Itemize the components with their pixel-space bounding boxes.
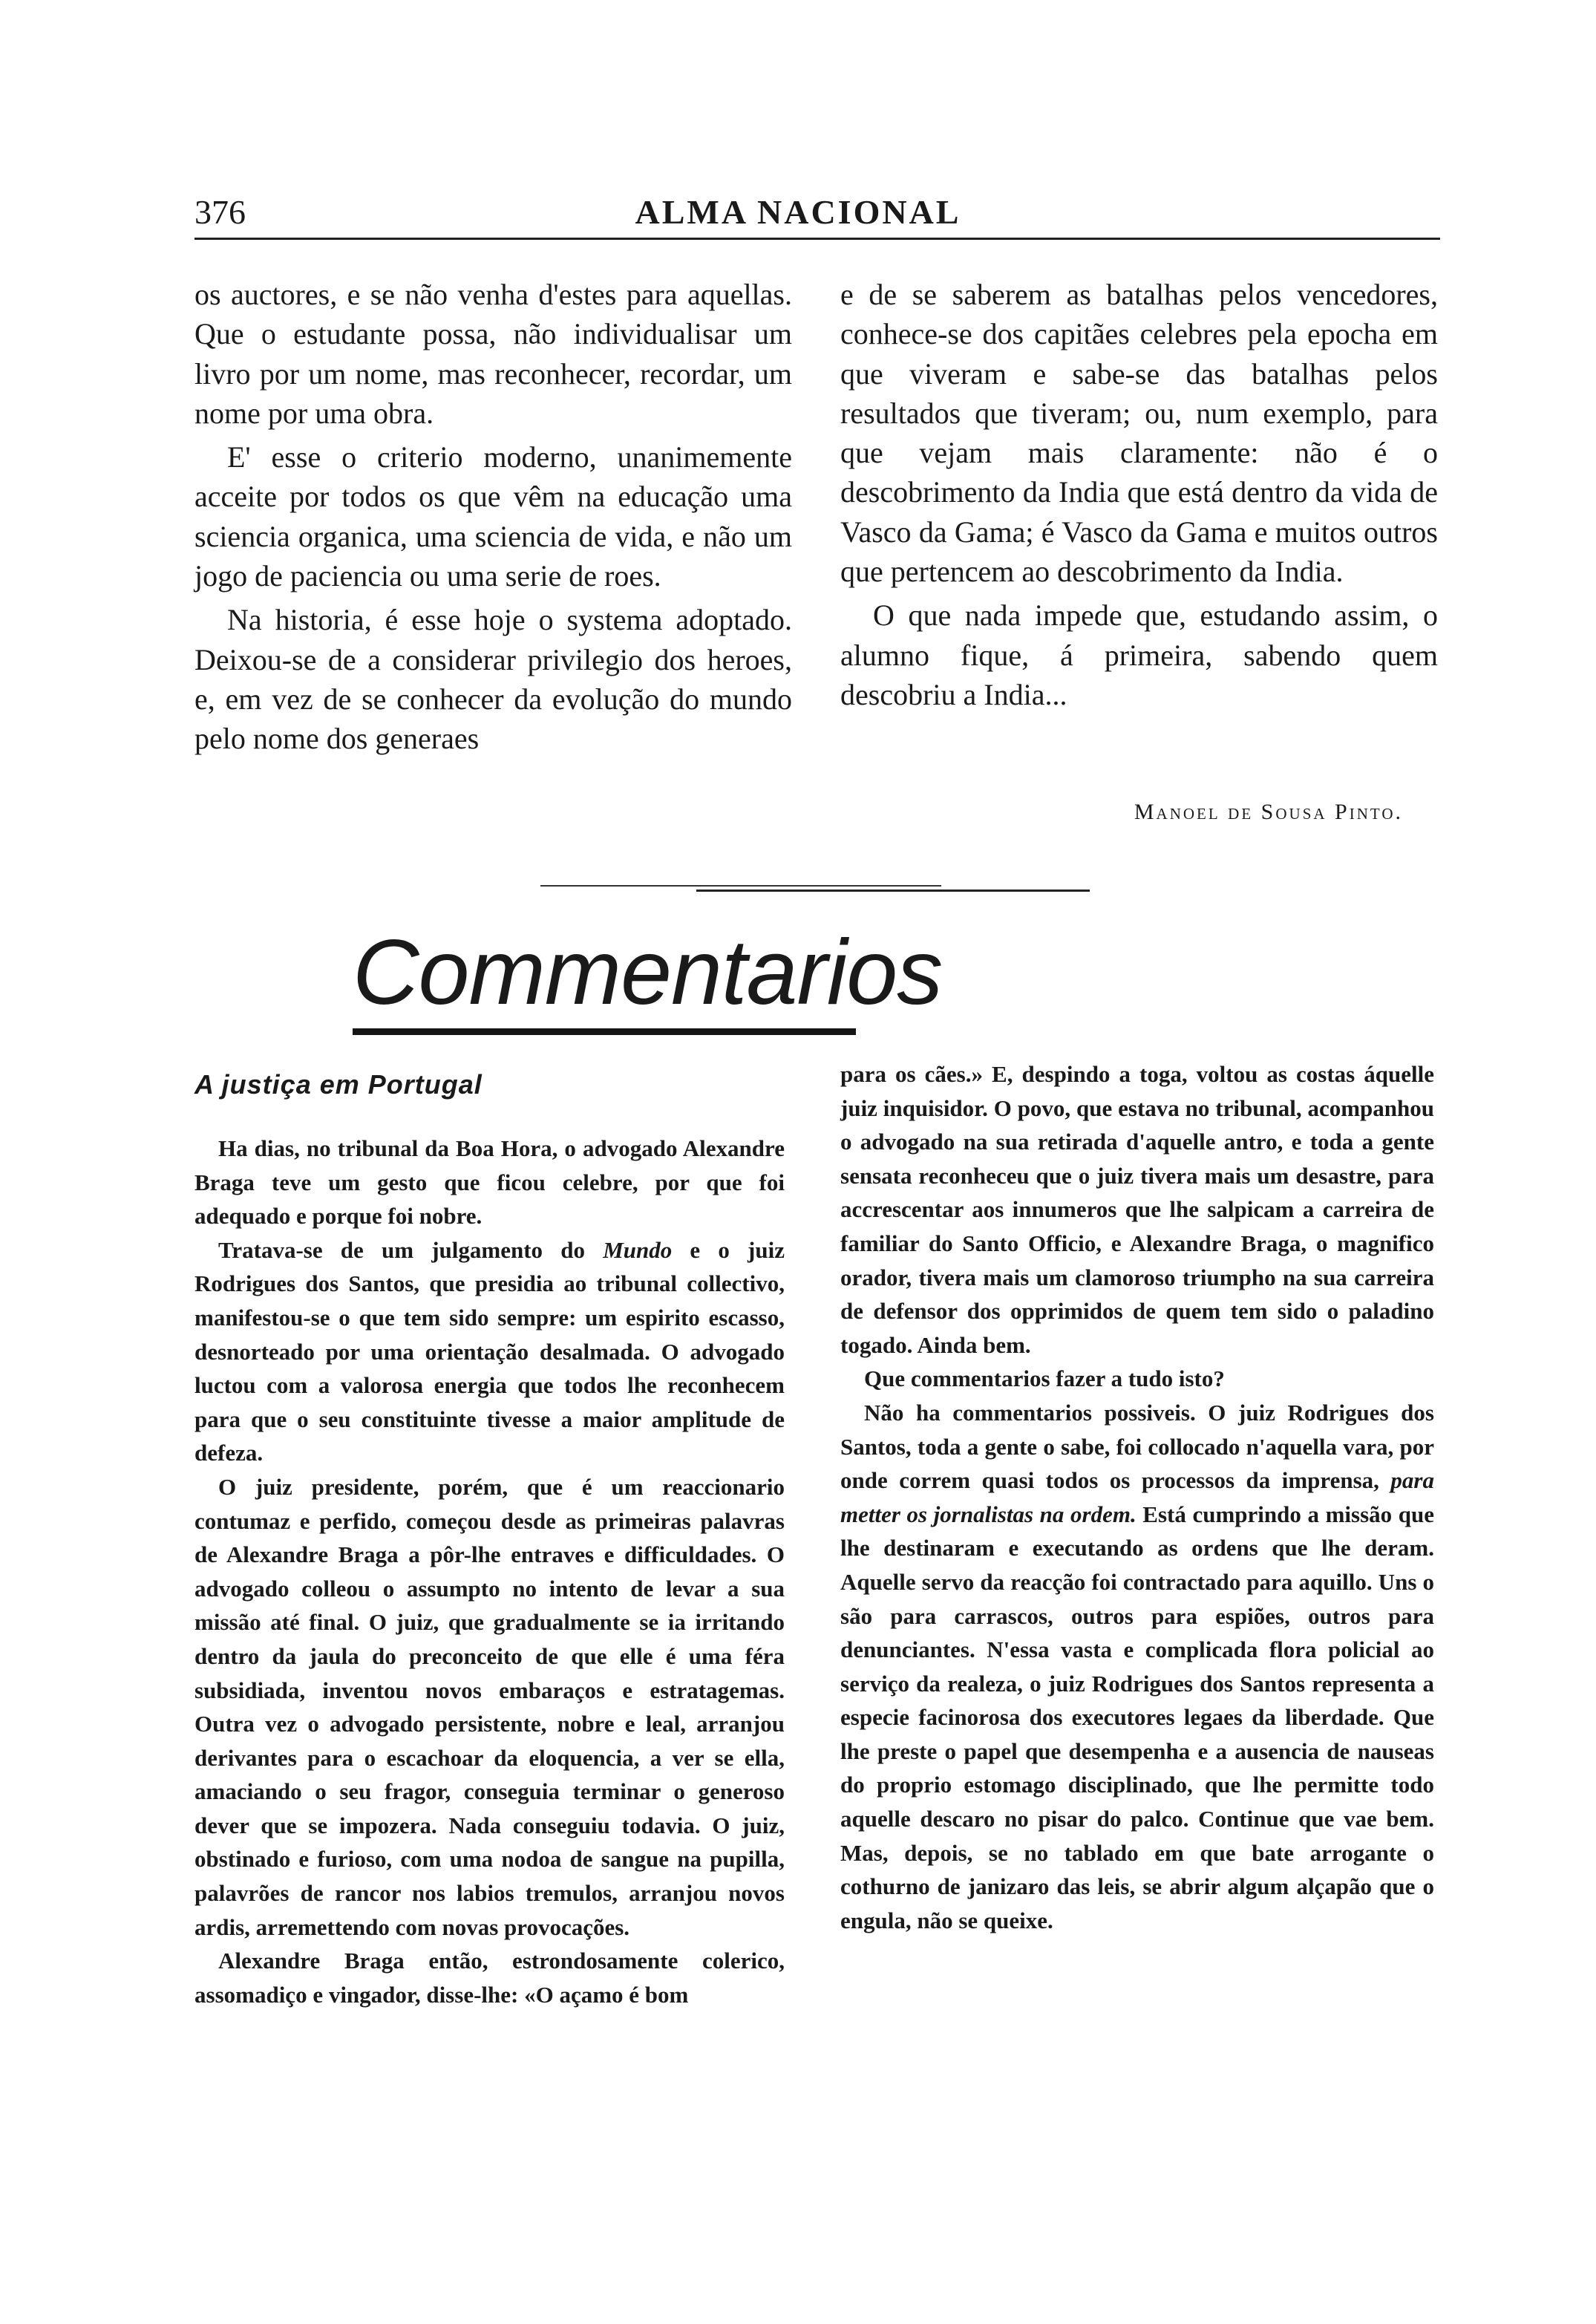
paragraph: O que nada impede que, estudando assim, o alumno fique, á primeira, sabendo quem descobriu a India...	[840, 598, 1438, 711]
header-rule	[194, 238, 1440, 240]
paragraph: para os cães.» E, despindo a toga, voltou as costas áquelle juiz inquisidor. O povo, que estava no tribunal, acompanhou o advogado na sua retirada d'aquelle antro, e toda a gente sensata reconheceu que o juiz tivera mais um desastre, para accrescentar aos innumeros que lhe salpicam a carreira de familiar do Santo Officio, e Alexandre Braga, o magnifico orador, tivera mais um clamoroso triumpho na sua carreira de defensor dos opprimidos de quem tem sido o paladino togado. Ainda bem.	[840, 1061, 1434, 1358]
paragraph: E' esse o criterio moderno, unanimemente acceite por todos os que vêm na educação uma sciencia organica, uma sciencia de vida, e não um jogo de paciencia ou uma serie de roes.	[194, 440, 792, 593]
paragraph	[840, 1396, 1434, 1938]
separator-rule	[696, 890, 1090, 892]
separator-rule	[540, 885, 941, 887]
emphasis-text: para metter os jornalistas na ordem.	[840, 1467, 1434, 1527]
paragraph: os auctores, e se não venha d'estes para aquellas. Que o estudante possa, não individualisar um livro por um nome, mas reconhecer, recordar, um nome por uma obra.	[194, 278, 792, 430]
article-subheading: A justiça em Portugal	[194, 1069, 483, 1100]
emphasis-text: Mundo	[603, 1236, 673, 1263]
text-run: e o juiz Rodrigues dos Santos, que presidia ao tribunal collectivo, manifestou-se o que tem sido sempre: um espirito escasso, desnorteado por uma orientação desalmada. O advogado luctou com a valorosa energia que todos lhe reconhecem para que o seu constituinte tivesse a maior amplitude de defeza.	[194, 1236, 785, 1466]
page-number: 376	[194, 193, 246, 231]
paragraph	[194, 1233, 785, 1470]
upper-article-left-column	[194, 275, 792, 759]
journal-title: ALMA NACIONAL	[635, 193, 961, 231]
text-run: Está cumprindo a missão que lhe destinaram e executando as ordens que lhe deram. Aquelle servo da reacção foi contractado para aquillo. Uns o são para carrascos, outros para espiões, outros para denunciantes. N'essa vasta e complicada flora policial ao serviço da realeza, o juiz Rodrigues dos Santos representa a especie facinorosa dos executores legaes da liberdade. Que lhe preste o papel que desempenha e a ausencia de nauseas do proprio estomago disciplinado, que lhe permitte todo aquelle descaro no pisar do palco. Continue que vae bem. Mas, depois, se no tablado em que bate arrogante o cothurno de janizaro das leis, se abrir algum alçapão que o engula, não se queixe.	[840, 1501, 1434, 1933]
paragraph: Ha dias, no tribunal da Boa Hora, o advogado Alexandre Braga teve um gesto que ficou celebre, por que foi adequado e porque foi nobre.	[194, 1135, 785, 1230]
text-run: Tratava-se de um julgamento do	[218, 1236, 604, 1263]
paragraph: Na historia, é esse hoje o systema adoptado. Deixou-se de a considerar privilegio dos heroes, e, em vez de se conhecer da evolução do mundo pelo nome dos generaes	[194, 603, 792, 756]
lower-article-right-column	[840, 1057, 1434, 1937]
upper-article-right-column	[840, 275, 1438, 714]
lower-article-left-column	[194, 1132, 785, 2011]
paragraph: Alexandre Braga então, estrondosamente colerico, assomadiço e vingador, disse-lhe: «O açamo é bom	[194, 1948, 785, 2008]
text-run: Não ha commentarios possiveis. O juiz Rodrigues dos Santos, toda a gente o sabe, foi collocado n'aquella vara, por onde correm quasi todos os processos da imprensa,	[840, 1399, 1434, 1494]
title-underline	[353, 1028, 856, 1035]
paragraph: Que commentarios fazer a tudo isto?	[864, 1365, 1225, 1392]
paragraph: O juiz presidente, porém, que é um reaccionario contumaz e perfido, começou desde as primeiras palavras de Alexandre Braga a pôr-lhe entraves e difficuldades. O advogado colleou o assumpto no intento de levar a sua missão até final. O juiz, que gradualmente se ia irritando dentro da jaula do preconceito de que elle é uma féra subsidiada, inventou novos embaraços e estratagemas. Outra vez o advogado persistente, nobre e leal, arranjou derivantes para o escachoar da eloquencia, a ver se ella, amaciando o seu fragor, conseguia terminar o generoso dever que se impozera. Nada conseguiu todavia. O juiz, obstinado e furioso, com uma nodoa de sangue na pupilla, palavrões de rancor nos labios tremulos, arranjou novos ardis, arremettendo com novas provocações.	[194, 1473, 785, 1940]
section-title: Commentarios	[353, 921, 943, 1024]
author-signature: Manoel de Sousa Pinto.	[1134, 800, 1403, 824]
paragraph: e de se saberem as batalhas pelos vencedores, conhece-se dos capitães celebres pela epocha em que viveram e sabe-se das batalhas pelos resultados que tiveram; ou, num exemplo, para que vejam mais claramente: não é o descobrimento da India que está dentro da vida de Vasco da Gama; é Vasco da Gama e muitos outros que pertencem ao descobrimento da India.	[840, 278, 1438, 589]
